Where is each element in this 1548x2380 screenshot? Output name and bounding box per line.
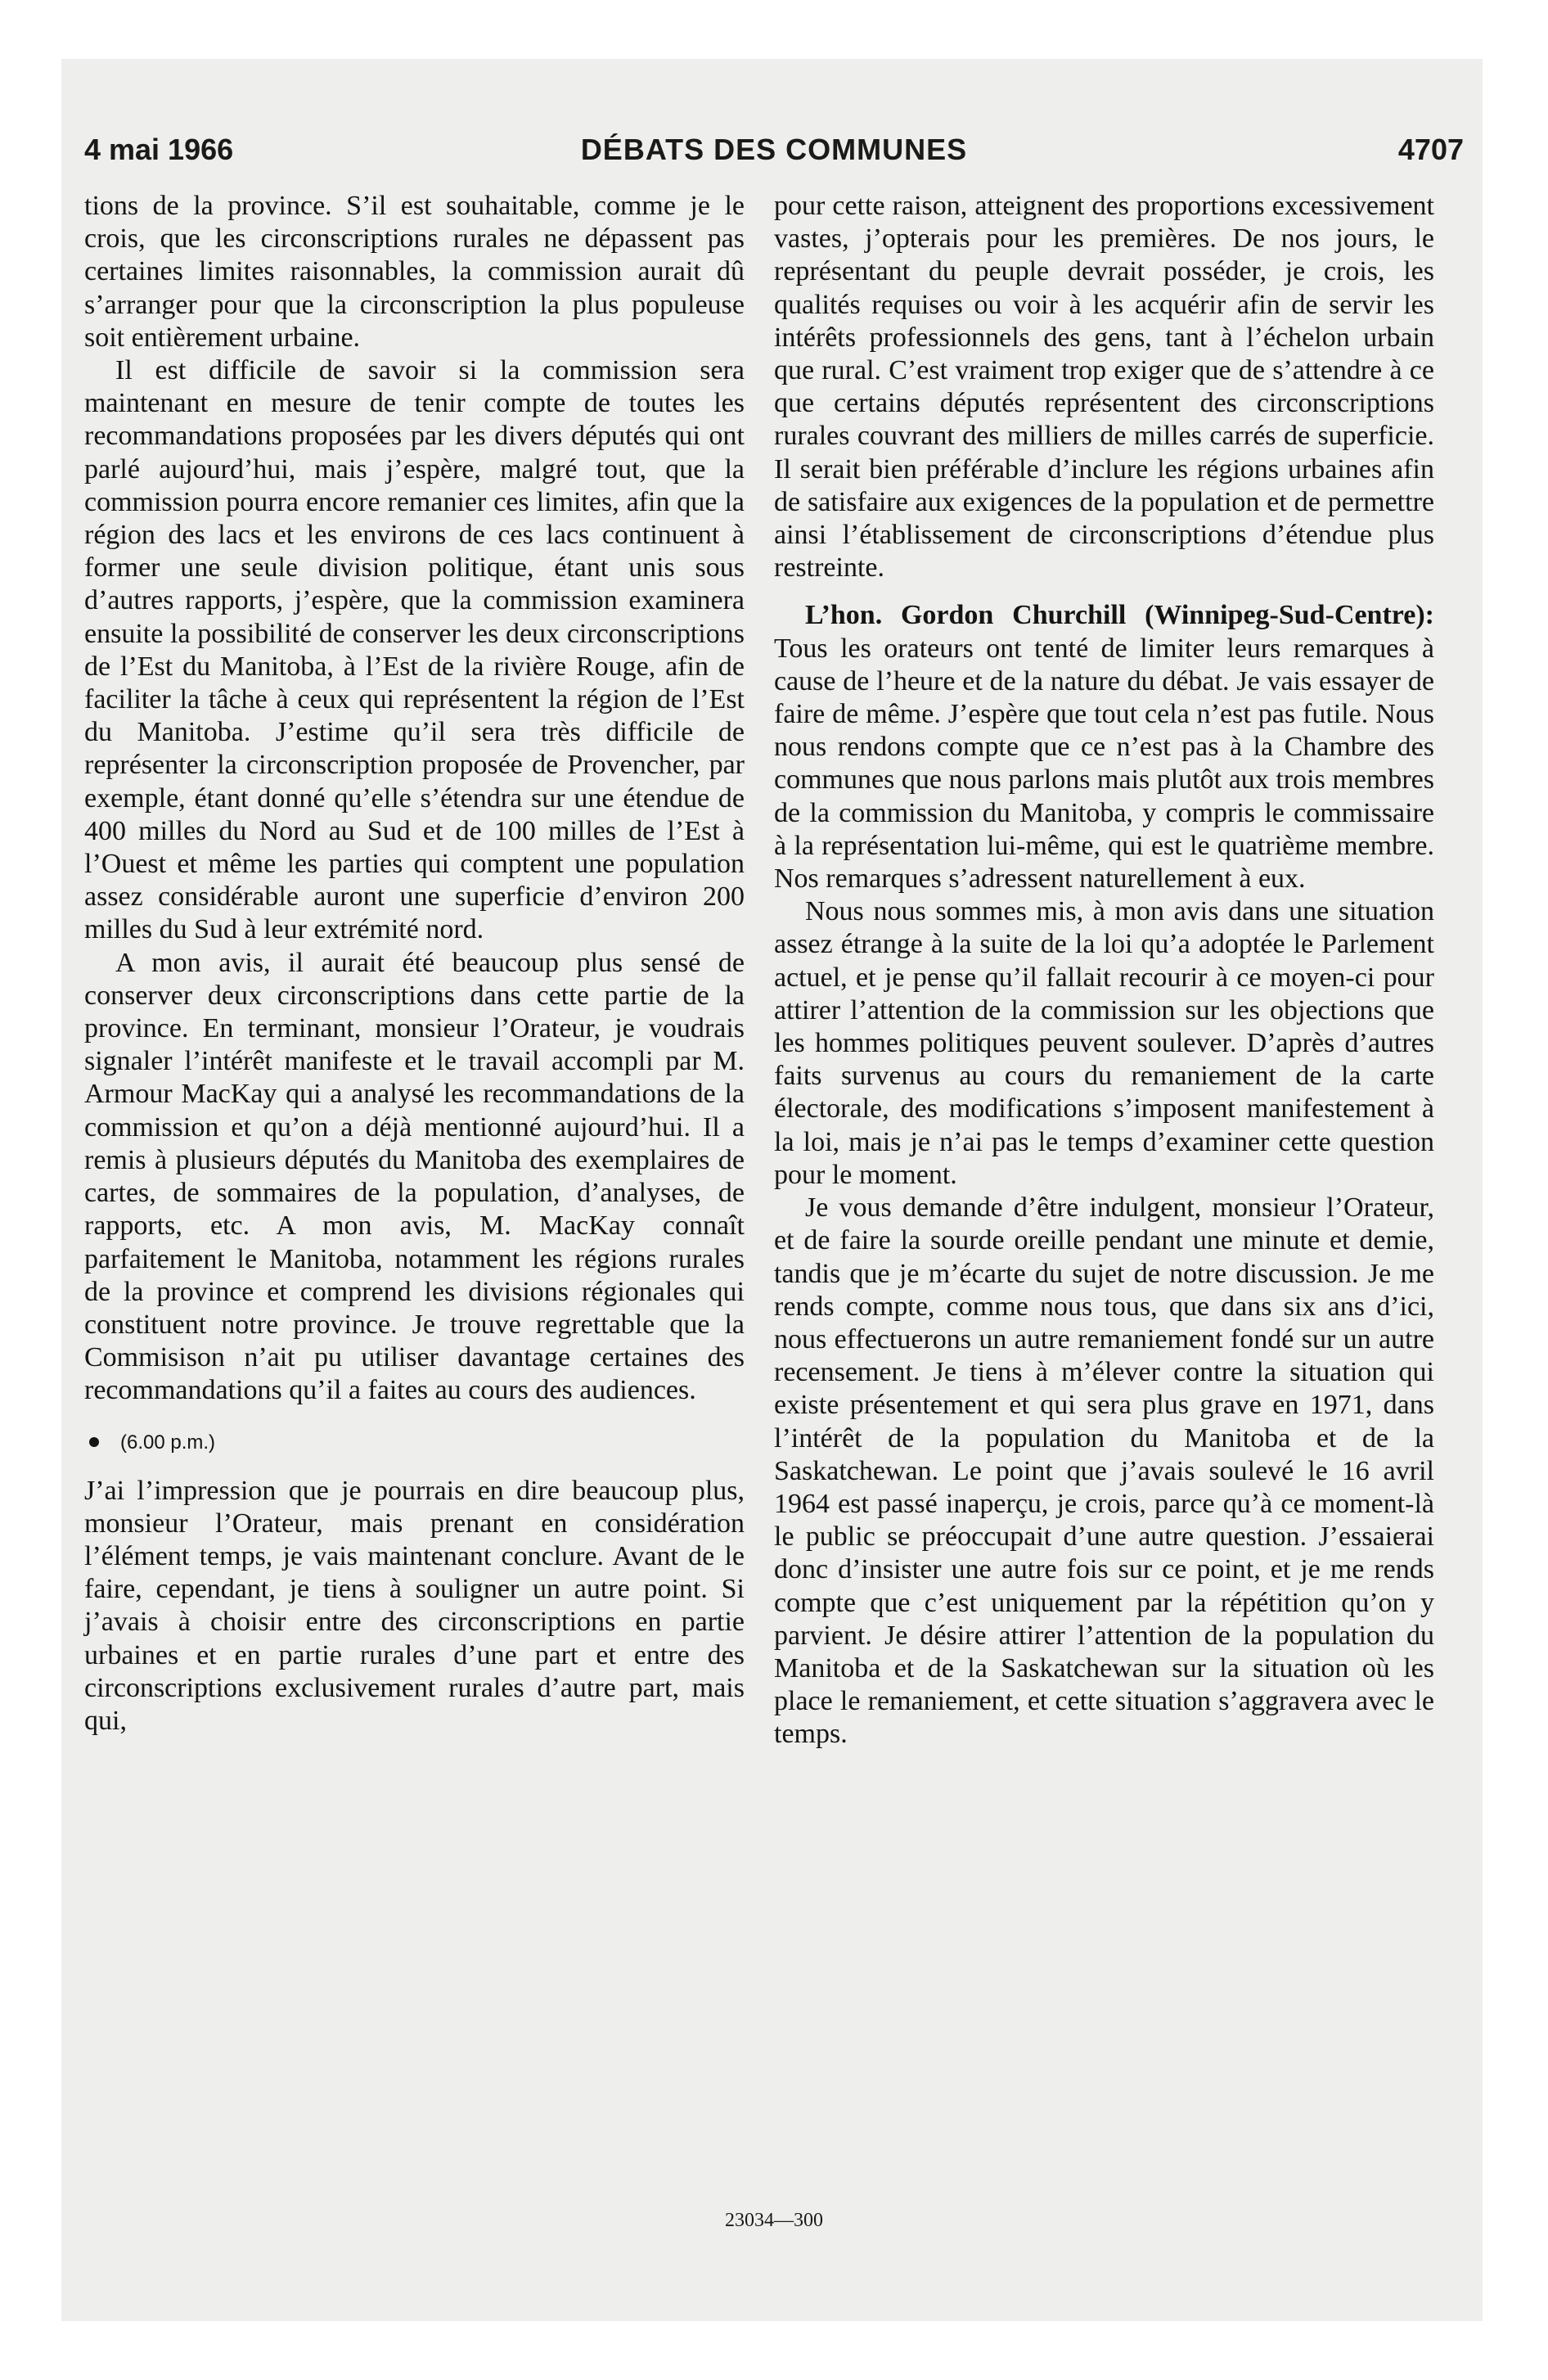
left-column (84, 190, 745, 1738)
header-date: 4 mai 1966 (84, 133, 234, 166)
speaker-name: L’hon. Gordon Churchill (Winnipeg-Sud-Centre): (805, 600, 1434, 631)
paragraph: tions de la province. S’il est souhaitable, comme je le crois, que les circonscriptions rurales ne dépassent pas certaines limites raisonnables, la commission aurait dû s’arranger pour que la circonscription la plus populeuse soit entièrement urbaine. (84, 191, 745, 353)
footer-code: 23034—300 (725, 2210, 823, 2231)
paragraph: A mon avis, il aurait été beaucoup plus sensé de conserver deux circonscriptions dans cette partie de la province. En terminant, monsieur l’Orateur, je voudrais signaler l’intérêt manifeste et le travail accompli par M. Armour MacKay qui a analysé les recommandations de la commission et qu’on a déjà mentionné aujourd’hui. Il a remis à plusieurs députés du Manitoba des exemplaires de cartes, de sommaires de la population, d’analyses, de rapports, etc. A mon avis, M. MacKay connaît parfaitement le Manitoba, notamment les régions rurales de la province et comprend les divisions régionales qui constituent notre province. Je trouve regrettable que la Commisison n’ait pu utiliser davantage certaines des recommandations qu’il a faites au cours des audiences. (84, 947, 745, 1406)
paragraph: Je vous demande d’être indulgent, monsieur l’Orateur, et de faire la sourde oreille pendant une minute et demie, tandis que je m’écarte du sujet de notre discussion. Je me rends compte, comme nous tous, que dans six ans d’ici, nous effectuerons un autre remaniement fondé sur un autre recensement. Je tiens à m’élever contre la situation qui existe présentement et qui sera plus grave en 1971, dans l’intérêt de la population du Manitoba et de la Saskatchewan. Le point que j’avais soulevé le 16 avril 1964 est passé inaperçu, je crois, parce qu’à ce moment-là le public se préoccupait d’une autre question. J’essaierai donc d’insister une autre fois sur ce point, et je me rends compte que c’est uniquement par la répétition qu’on y parvient. Je désire attirer l’attention de la population du Manitoba et de la Saskatchewan sur la situation où les place le remaniement, et cette situation s’aggravera avec le temps. (774, 1192, 1434, 1750)
paragraph: pour cette raison, atteignent des proportions excessivement vastes, j’opterais pour les premières. De nos jours, le représentant du peuple devrait posséder, je crois, les qualités requises ou voir à les acquérir afin de servir les intérêts professionnels des gens, tant à l’échelon urbain que rural. C’est vraiment trop exiger que de s’attendre à ce que certains députés représentent des circonscriptions rurales couvrant des milliers de milles carrés de superficie. Il serait bien préférable d’inclure les régions urbaines afin de satisfaire aux exigences de la population et de permettre ainsi l’établissement de circonscriptions d’étendue plus restreinte. (774, 191, 1434, 584)
page-header (84, 129, 1464, 170)
header-page-number: 4707 (1397, 133, 1464, 166)
paragraph-text: Tous les orateurs ont tenté de limiter leurs remarques à cause de l’heure et de la nature du débat. Je vais essayer de faire de même. J’espère que tout cela n’est pas futile. Nous nous rendons compte que ce n’est pas à la Chambre des communes que nous parlons mais plutôt aux trois membres de la commission du Manitoba, y compris le commissaire à la représentation lui-même, qui est le quatrième membre. Nos remarques s’adressent naturellement à eux. (774, 633, 1434, 895)
bullet-icon (89, 1437, 99, 1447)
header-title: DÉBATS DES COMMUNES (580, 133, 968, 166)
paragraph: Nous nous sommes mis, à mon avis dans une situation assez étrange à la suite de la loi qu’a adoptée le Parlement actuel, et je pense qu’il fallait recourir à ce moyen-ci pour attirer l’attention de la commission sur les objections que les hommes politiques peuvent soulever. D’après d’autres faits survenus au cours du remaniement de la carte électorale, des modifications s’imposent manifestement à la loi, mais je n’ai pas le temps d’examiner cette question pour le moment. (774, 896, 1434, 1190)
speaker-paragraph (774, 599, 1434, 895)
paragraph: Il est difficile de savoir si la commission sera maintenant en mesure de tenir compte de toutes les recommandations proposées par les divers députés qui ont parlé aujourd’hui, mais j’espère, malgré tout, que la commission pourra encore remanier ces limites, afin que la région des lacs et les environs de ces lacs continuent à former une seule division politique, étant unis sous d’autres rapports, j’espère, que la commission examinera ensuite la possibilité de conserver les deux circonscriptions de l’Est du Manitoba, à l’Est de la rivière Rouge, afin de faciliter la tâche à ceux qui représentent la région de l’Est du Manitoba. J’estime qu’il sera très difficile de représenter la circonscription proposée de Provencher, par exemple, étant donné qu’elle s’étendra sur une étendue de 400 milles du Nord au Sud et de 100 milles de l’Est à l’Ouest et même les parties qui comptent une population assez considérable auront une superficie d’environ 200 milles du Sud à leur extrémité nord. (84, 355, 745, 945)
timestamp: (6.00 p.m.) (120, 1431, 216, 1454)
paragraph: J’ai l’impression que je pourrais en dire beaucoup plus, monsieur l’Orateur, mais prenant en considération l’élément temps, je vais maintenant conclure. Avant de le faire, cependant, je tiens à souligner un autre point. Si j’avais à choisir entre des circonscriptions en partie urbaines et en partie rurales d’une part et entre des circonscriptions exclusivement rurales d’autre part, mais qui, (84, 1475, 745, 1736)
right-column (774, 190, 1434, 1751)
timestamp-line (84, 1431, 745, 1455)
